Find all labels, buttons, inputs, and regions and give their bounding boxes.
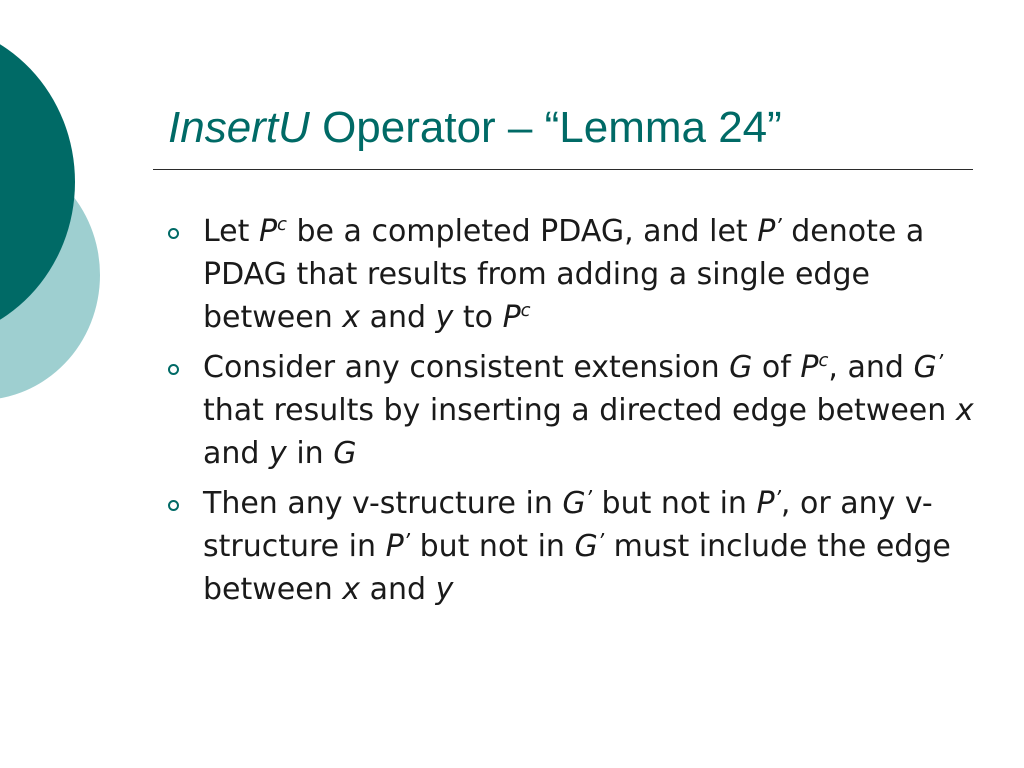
math-prime: ’	[585, 486, 592, 510]
text: but not in	[601, 486, 747, 521]
text: in	[296, 436, 324, 471]
bullet-item	[160, 346, 980, 475]
math-superscript: c	[520, 300, 531, 321]
slide-title	[168, 100, 782, 156]
text: of	[761, 350, 791, 385]
math-var: P	[502, 300, 521, 335]
text: Then any v-structure in	[203, 486, 553, 521]
text: denote a PDAG that results from adding a single edge between	[203, 214, 925, 335]
bullet-circle-icon	[168, 228, 179, 239]
math-var: y	[435, 300, 454, 335]
math-var: P	[258, 214, 278, 249]
text: and	[203, 436, 260, 471]
text: and	[369, 300, 427, 335]
bullet-list	[160, 210, 980, 618]
math-superscript: c	[818, 350, 829, 371]
math-prime: ’	[403, 529, 411, 553]
title-rest: Operator – “Lemma 24”	[322, 103, 782, 152]
math-var: P	[800, 350, 819, 385]
bullet-item	[160, 210, 980, 339]
math-var: y	[435, 572, 454, 607]
text: but not in	[419, 529, 565, 564]
math-var: G	[562, 486, 586, 521]
math-var: P	[385, 529, 404, 564]
math-prime: ’	[597, 529, 605, 553]
math-var: G	[913, 350, 937, 385]
math-prime: ’	[774, 486, 781, 510]
text: Consider any consistent extension	[203, 350, 720, 385]
math-prime: ’	[775, 214, 782, 238]
bullet-circle-icon	[168, 500, 179, 511]
text: and	[369, 572, 427, 607]
math-var: P	[756, 486, 775, 521]
bullet-circle-icon	[168, 364, 179, 375]
bullet-item	[160, 482, 980, 611]
math-superscript: c	[277, 214, 287, 235]
text: must include the edge between	[203, 529, 951, 607]
title-divider	[153, 169, 973, 170]
math-var: y	[269, 436, 287, 471]
text: to	[462, 300, 494, 335]
text: be a completed PDAG, and let	[296, 214, 748, 249]
math-var: x	[955, 393, 974, 428]
math-var: G	[729, 350, 753, 385]
title-italic: InsertU	[168, 103, 310, 152]
math-var: G	[333, 436, 357, 471]
math-var: G	[574, 529, 598, 564]
text: , or	[780, 486, 831, 521]
text: and	[847, 350, 904, 385]
math-var: x	[342, 300, 361, 335]
text: Let	[203, 214, 250, 249]
math-prime: ’	[936, 350, 944, 374]
text: ,	[828, 350, 838, 385]
text: that results by inserting a directed edge between	[203, 393, 947, 428]
math-var: x	[342, 572, 361, 607]
math-var: P	[757, 214, 776, 249]
text: any v-structure in	[203, 486, 933, 564]
